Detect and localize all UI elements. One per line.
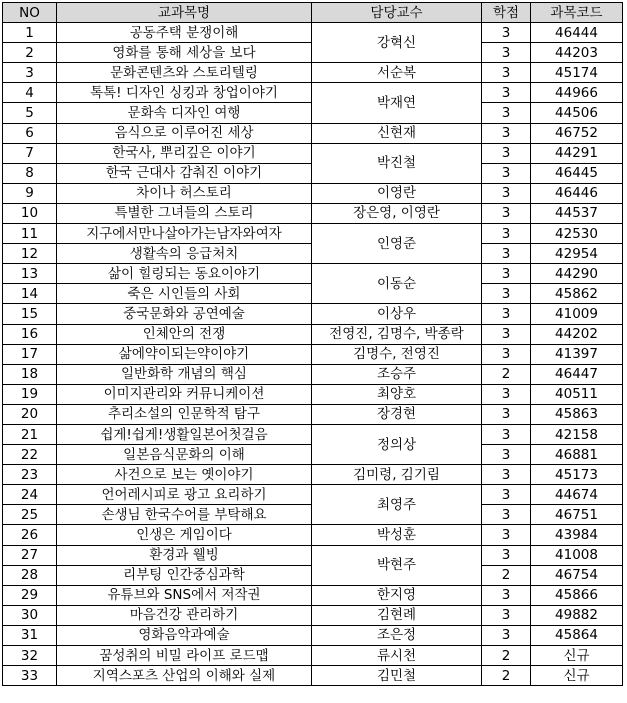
cell-no: 3 xyxy=(3,63,57,83)
cell-no: 28 xyxy=(3,565,57,585)
cell-course-code: 45173 xyxy=(531,465,623,485)
table-row xyxy=(3,465,623,485)
cell-course-name: 쉽게!쉽게!생활일본어첫걸음 xyxy=(57,424,312,444)
cell-credit: 3 xyxy=(482,404,531,424)
cell-course-code: 46447 xyxy=(531,364,623,384)
cell-no: 31 xyxy=(3,625,57,645)
header-professor: 담당교수 xyxy=(312,3,482,23)
cell-course-name: 사건으로 보는 옛이야기 xyxy=(57,465,312,485)
table-row xyxy=(3,646,623,666)
cell-course-name: 마음건강 관리하기 xyxy=(57,605,312,625)
cell-course-name: 삶이 힐링되는 동요이야기 xyxy=(57,264,312,284)
cell-course-code: 46446 xyxy=(531,183,623,203)
cell-no: 25 xyxy=(3,505,57,525)
cell-credit: 3 xyxy=(482,123,531,143)
cell-no: 14 xyxy=(3,284,57,304)
cell-no: 8 xyxy=(3,163,57,183)
cell-course-code: 41397 xyxy=(531,344,623,364)
table-row xyxy=(3,224,623,244)
cell-course-name: 특별한 그녀들의 스토리 xyxy=(57,203,312,223)
cell-course-name: 일반화학 개념의 핵심 xyxy=(57,364,312,384)
table-row xyxy=(3,123,623,143)
cell-professor: 박진철 xyxy=(312,143,482,183)
cell-course-name: 유튜브와 SNS에서 저작권 xyxy=(57,585,312,605)
cell-credit: 3 xyxy=(482,23,531,43)
cell-professor: 김민철 xyxy=(312,666,482,686)
cell-course-name: 삶에약이되는약이야기 xyxy=(57,344,312,364)
cell-credit: 3 xyxy=(482,103,531,123)
cell-professor: 박성훈 xyxy=(312,525,482,545)
table-row xyxy=(3,605,623,625)
cell-course-name: 한국 근대사 감춰진 이야기 xyxy=(57,163,312,183)
table-row xyxy=(3,183,623,203)
cell-no: 7 xyxy=(3,143,57,163)
cell-no: 19 xyxy=(3,384,57,404)
cell-credit: 3 xyxy=(482,43,531,63)
cell-credit: 3 xyxy=(482,384,531,404)
cell-course-code: 46444 xyxy=(531,23,623,43)
cell-course-name: 영화음악과예술 xyxy=(57,625,312,645)
cell-credit: 3 xyxy=(482,505,531,525)
table-row xyxy=(3,525,623,545)
cell-credit: 3 xyxy=(482,284,531,304)
cell-no: 11 xyxy=(3,224,57,244)
cell-credit: 3 xyxy=(482,485,531,505)
cell-course-code: 45174 xyxy=(531,63,623,83)
cell-no: 17 xyxy=(3,344,57,364)
table-row xyxy=(3,324,623,344)
cell-professor: 이영란 xyxy=(312,183,482,203)
cell-professor: 장은영, 이영란 xyxy=(312,203,482,223)
cell-course-name: 지역스포츠 산업의 이해와 실제 xyxy=(57,666,312,686)
cell-course-code: 45866 xyxy=(531,585,623,605)
cell-no: 20 xyxy=(3,404,57,424)
cell-professor: 인영준 xyxy=(312,224,482,264)
cell-professor: 조은정 xyxy=(312,625,482,645)
cell-course-code: 46881 xyxy=(531,445,623,465)
cell-course-code: 45863 xyxy=(531,404,623,424)
table-row xyxy=(3,264,623,284)
table-row xyxy=(3,625,623,645)
cell-course-code: 44506 xyxy=(531,103,623,123)
header-credit: 학점 xyxy=(482,3,531,23)
cell-professor: 최양호 xyxy=(312,384,482,404)
cell-no: 1 xyxy=(3,23,57,43)
cell-no: 33 xyxy=(3,666,57,686)
cell-credit: 3 xyxy=(482,465,531,485)
cell-course-name: 음식으로 이루어진 세상 xyxy=(57,123,312,143)
course-table xyxy=(2,2,623,686)
cell-no: 29 xyxy=(3,585,57,605)
cell-course-name: 손생님 한국수어를 부탁해요 xyxy=(57,505,312,525)
cell-course-name: 인생은 게임이다 xyxy=(57,525,312,545)
cell-credit: 2 xyxy=(482,565,531,585)
table-row xyxy=(3,344,623,364)
cell-no: 2 xyxy=(3,43,57,63)
cell-no: 23 xyxy=(3,465,57,485)
cell-credit: 3 xyxy=(482,585,531,605)
cell-course-name: 중국문화와 공연예술 xyxy=(57,304,312,324)
cell-credit: 3 xyxy=(482,625,531,645)
cell-no: 4 xyxy=(3,83,57,103)
cell-course-name: 환경과 웰빙 xyxy=(57,545,312,565)
cell-course-code: 신규 xyxy=(531,646,623,666)
cell-course-code: 41008 xyxy=(531,545,623,565)
cell-credit: 3 xyxy=(482,445,531,465)
cell-professor: 조승주 xyxy=(312,364,482,384)
table-row xyxy=(3,203,623,223)
cell-course-code: 44203 xyxy=(531,43,623,63)
cell-credit: 3 xyxy=(482,244,531,264)
cell-credit: 3 xyxy=(482,203,531,223)
cell-course-name: 리부팅 인간중심과학 xyxy=(57,565,312,585)
cell-course-code: 42158 xyxy=(531,424,623,444)
cell-credit: 2 xyxy=(482,364,531,384)
cell-course-code: 46754 xyxy=(531,565,623,585)
cell-credit: 3 xyxy=(482,605,531,625)
cell-course-name: 일본음식문화의 이해 xyxy=(57,445,312,465)
cell-no: 16 xyxy=(3,324,57,344)
cell-course-name: 추리소설의 인문학적 탐구 xyxy=(57,404,312,424)
cell-credit: 3 xyxy=(482,224,531,244)
header-course-name: 교과목명 xyxy=(57,3,312,23)
cell-credit: 3 xyxy=(482,143,531,163)
cell-credit: 3 xyxy=(482,63,531,83)
cell-credit: 2 xyxy=(482,666,531,686)
cell-no: 18 xyxy=(3,364,57,384)
cell-course-code: 44966 xyxy=(531,83,623,103)
cell-course-code: 46752 xyxy=(531,123,623,143)
table-row xyxy=(3,143,623,163)
cell-credit: 2 xyxy=(482,646,531,666)
cell-credit: 3 xyxy=(482,424,531,444)
cell-course-code: 44674 xyxy=(531,485,623,505)
table-row xyxy=(3,63,623,83)
table-row xyxy=(3,666,623,686)
cell-no: 12 xyxy=(3,244,57,264)
header-no: NO xyxy=(3,3,57,23)
cell-course-name: 문화콘텐츠와 스토리텔링 xyxy=(57,63,312,83)
table-row xyxy=(3,424,623,444)
cell-professor: 류시천 xyxy=(312,646,482,666)
cell-course-name: 톡톡! 디자인 싱킹과 창업이야기 xyxy=(57,83,312,103)
cell-credit: 3 xyxy=(482,83,531,103)
cell-no: 26 xyxy=(3,525,57,545)
cell-no: 5 xyxy=(3,103,57,123)
cell-credit: 3 xyxy=(482,183,531,203)
table-row xyxy=(3,384,623,404)
cell-course-name: 공동주택 분쟁이해 xyxy=(57,23,312,43)
cell-course-name: 언어레시피로 광고 요리하기 xyxy=(57,485,312,505)
cell-professor: 신현재 xyxy=(312,123,482,143)
cell-course-name: 영화를 통해 세상을 보다 xyxy=(57,43,312,63)
cell-credit: 3 xyxy=(482,163,531,183)
cell-professor: 김미령, 김기림 xyxy=(312,465,482,485)
cell-course-name: 꿈성취의 비밀 라이프 로드맵 xyxy=(57,646,312,666)
cell-no: 30 xyxy=(3,605,57,625)
cell-professor: 박재연 xyxy=(312,83,482,123)
cell-course-name: 이미지관리와 커뮤니케이션 xyxy=(57,384,312,404)
cell-course-name: 인체안의 전쟁 xyxy=(57,324,312,344)
cell-course-name: 문화속 디자인 여행 xyxy=(57,103,312,123)
table-row xyxy=(3,545,623,565)
cell-no: 22 xyxy=(3,445,57,465)
cell-course-name: 한국사, 뿌리깊은 이야기 xyxy=(57,143,312,163)
cell-course-code: 42954 xyxy=(531,244,623,264)
cell-course-code: 49882 xyxy=(531,605,623,625)
cell-professor: 김현례 xyxy=(312,605,482,625)
cell-professor: 한지영 xyxy=(312,585,482,605)
cell-professor: 서순복 xyxy=(312,63,482,83)
table-row xyxy=(3,23,623,43)
cell-no: 9 xyxy=(3,183,57,203)
cell-course-code: 42530 xyxy=(531,224,623,244)
table-row xyxy=(3,364,623,384)
cell-credit: 3 xyxy=(482,264,531,284)
cell-professor: 전영진, 김명수, 박종락 xyxy=(312,324,482,344)
cell-course-code: 40511 xyxy=(531,384,623,404)
cell-course-code: 46751 xyxy=(531,505,623,525)
cell-professor: 이동순 xyxy=(312,264,482,304)
cell-course-name: 생활속의 응급처치 xyxy=(57,244,312,264)
cell-course-code: 41009 xyxy=(531,304,623,324)
cell-course-code: 44202 xyxy=(531,324,623,344)
cell-no: 6 xyxy=(3,123,57,143)
cell-no: 27 xyxy=(3,545,57,565)
cell-course-name: 차이나 허스토리 xyxy=(57,183,312,203)
cell-no: 21 xyxy=(3,424,57,444)
cell-professor: 최영주 xyxy=(312,485,482,525)
cell-professor: 김명수, 전영진 xyxy=(312,344,482,364)
cell-credit: 3 xyxy=(482,304,531,324)
cell-no: 10 xyxy=(3,203,57,223)
cell-credit: 3 xyxy=(482,545,531,565)
table-row xyxy=(3,304,623,324)
cell-no: 15 xyxy=(3,304,57,324)
table-row xyxy=(3,83,623,103)
header-row xyxy=(3,3,623,23)
cell-course-code: 44291 xyxy=(531,143,623,163)
cell-no: 24 xyxy=(3,485,57,505)
header-course-code: 과목코드 xyxy=(531,3,623,23)
cell-professor: 박현주 xyxy=(312,545,482,585)
cell-credit: 3 xyxy=(482,525,531,545)
cell-professor: 장경현 xyxy=(312,404,482,424)
cell-course-code: 46445 xyxy=(531,163,623,183)
cell-professor: 강혁신 xyxy=(312,23,482,63)
cell-course-code: 45862 xyxy=(531,284,623,304)
table-row xyxy=(3,404,623,424)
cell-course-name: 지구에서만나살아가는남자와여자 xyxy=(57,224,312,244)
table-row xyxy=(3,585,623,605)
cell-course-code: 44537 xyxy=(531,203,623,223)
cell-course-name: 죽은 시인들의 사회 xyxy=(57,284,312,304)
cell-no: 32 xyxy=(3,646,57,666)
cell-course-code: 45864 xyxy=(531,625,623,645)
cell-professor: 이상우 xyxy=(312,304,482,324)
cell-course-code: 43984 xyxy=(531,525,623,545)
cell-credit: 3 xyxy=(482,324,531,344)
cell-professor: 정의상 xyxy=(312,424,482,464)
cell-course-code: 44290 xyxy=(531,264,623,284)
cell-no: 13 xyxy=(3,264,57,284)
table-row xyxy=(3,485,623,505)
cell-credit: 3 xyxy=(482,344,531,364)
cell-course-code: 신규 xyxy=(531,666,623,686)
